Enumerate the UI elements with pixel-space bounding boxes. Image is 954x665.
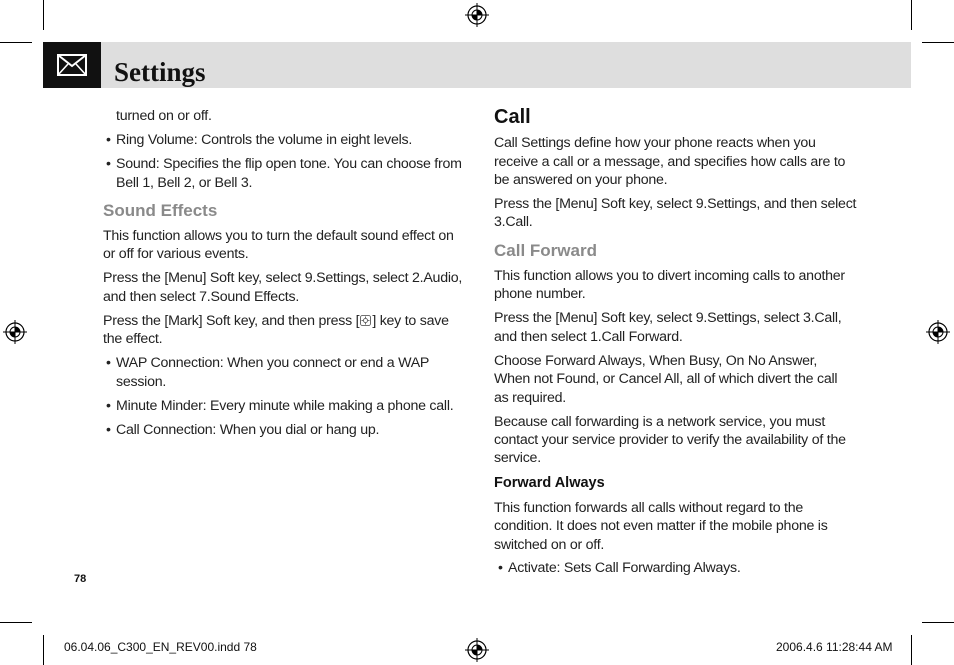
crop-mark [0, 622, 32, 623]
paragraph-line [103, 312, 449, 330]
footer-date: 2006.4.6 11:28:44 AM [776, 640, 893, 654]
paragraph-line: switched on or off. [494, 537, 605, 553]
paragraph-line: and then select 1.Call Forward. [494, 329, 683, 345]
list-item: • Sound: Specifies the flip open tone. You can choose from [116, 155, 462, 173]
paragraph-line: This function forwards all calls without regard to the [494, 500, 804, 516]
crop-mark [911, 635, 912, 665]
paragraph-line: receive a call or a message, and specifies how calls are to [494, 154, 846, 170]
crop-mark [0, 42, 32, 43]
paragraph-line: phone number. [494, 286, 586, 302]
text-part: Press the [Mark] Soft key, and then press [ [103, 313, 360, 329]
paragraph-line: service. [494, 450, 541, 466]
crop-mark [922, 622, 954, 623]
ok-key-icon [360, 315, 371, 326]
list-item: • Call Connection: When you dial or hang up. [116, 421, 379, 439]
crop-mark [43, 635, 44, 665]
list-item: • Ring Volume: Controls the volume in eight levels. [116, 131, 412, 149]
paragraph-line: This function allows you to turn the default sound effect on [103, 228, 454, 244]
paragraph-line: and then select 7.Sound Effects. [103, 289, 300, 305]
paragraph-line: Choose Forward Always, When Busy, On No Answer, [494, 353, 818, 369]
envelope-icon [57, 54, 87, 76]
registration-mark-icon [926, 320, 950, 344]
paragraph-line: or off for various events. [103, 246, 249, 262]
continued-text: turned on or off. [116, 108, 212, 124]
paragraph-line: Press the [Menu] Soft key, select 9.Settings, select 3.Call, [494, 310, 842, 326]
crop-mark [43, 0, 44, 30]
paragraph-line: the effect. [103, 331, 163, 347]
page-title: Settings [114, 57, 206, 87]
call-forward-heading: Call Forward [494, 241, 597, 260]
paragraph-line: When not Found, or Cancel All, all of which divert the call [494, 371, 838, 387]
paragraph-line: be answered on your phone. [494, 172, 668, 188]
text-part: ] key to save [372, 313, 449, 329]
paragraph-line: contact your service provider to verify the availability of the [494, 432, 846, 448]
list-item-cont: session. [116, 374, 167, 390]
paragraph-line: 3.Call. [494, 214, 533, 230]
paragraph-line: Call Settings define how your phone reacts when you [494, 135, 816, 151]
forward-always-heading: Forward Always [494, 475, 605, 491]
list-item: • WAP Connection: When you connect or end a WAP [116, 354, 429, 372]
crop-mark [922, 42, 954, 43]
paragraph-line: as required. [494, 390, 566, 406]
crop-mark [911, 0, 912, 30]
paragraph-line: condition. It does not even matter if the mobile phone is [494, 518, 828, 534]
page-number: 78 [74, 573, 87, 585]
paragraph-line: Because call forwarding is a network service, you must [494, 414, 826, 430]
list-item: • Minute Minder: Every minute while making a phone call. [116, 397, 453, 415]
call-heading: Call [494, 106, 531, 128]
paragraph-line: Press the [Menu] Soft key, select 9.Settings, and then select [494, 196, 857, 212]
registration-mark-icon [465, 638, 489, 662]
header-tab [43, 42, 101, 88]
footer-file: 06.04.06_C300_EN_REV00.indd 78 [64, 640, 257, 654]
sound-effects-heading: Sound Effects [103, 201, 218, 220]
paragraph-line: Press the [Menu] Soft key, select 9.Settings, select 2.Audio, [103, 270, 463, 286]
list-item: • Activate: Sets Call Forwarding Always. [508, 559, 741, 577]
registration-mark-icon [465, 3, 489, 27]
registration-mark-icon [3, 320, 27, 344]
list-item-cont: Bell 1, Bell 2, or Bell 3. [116, 175, 253, 191]
paragraph-line: This function allows you to divert incoming calls to another [494, 268, 845, 284]
